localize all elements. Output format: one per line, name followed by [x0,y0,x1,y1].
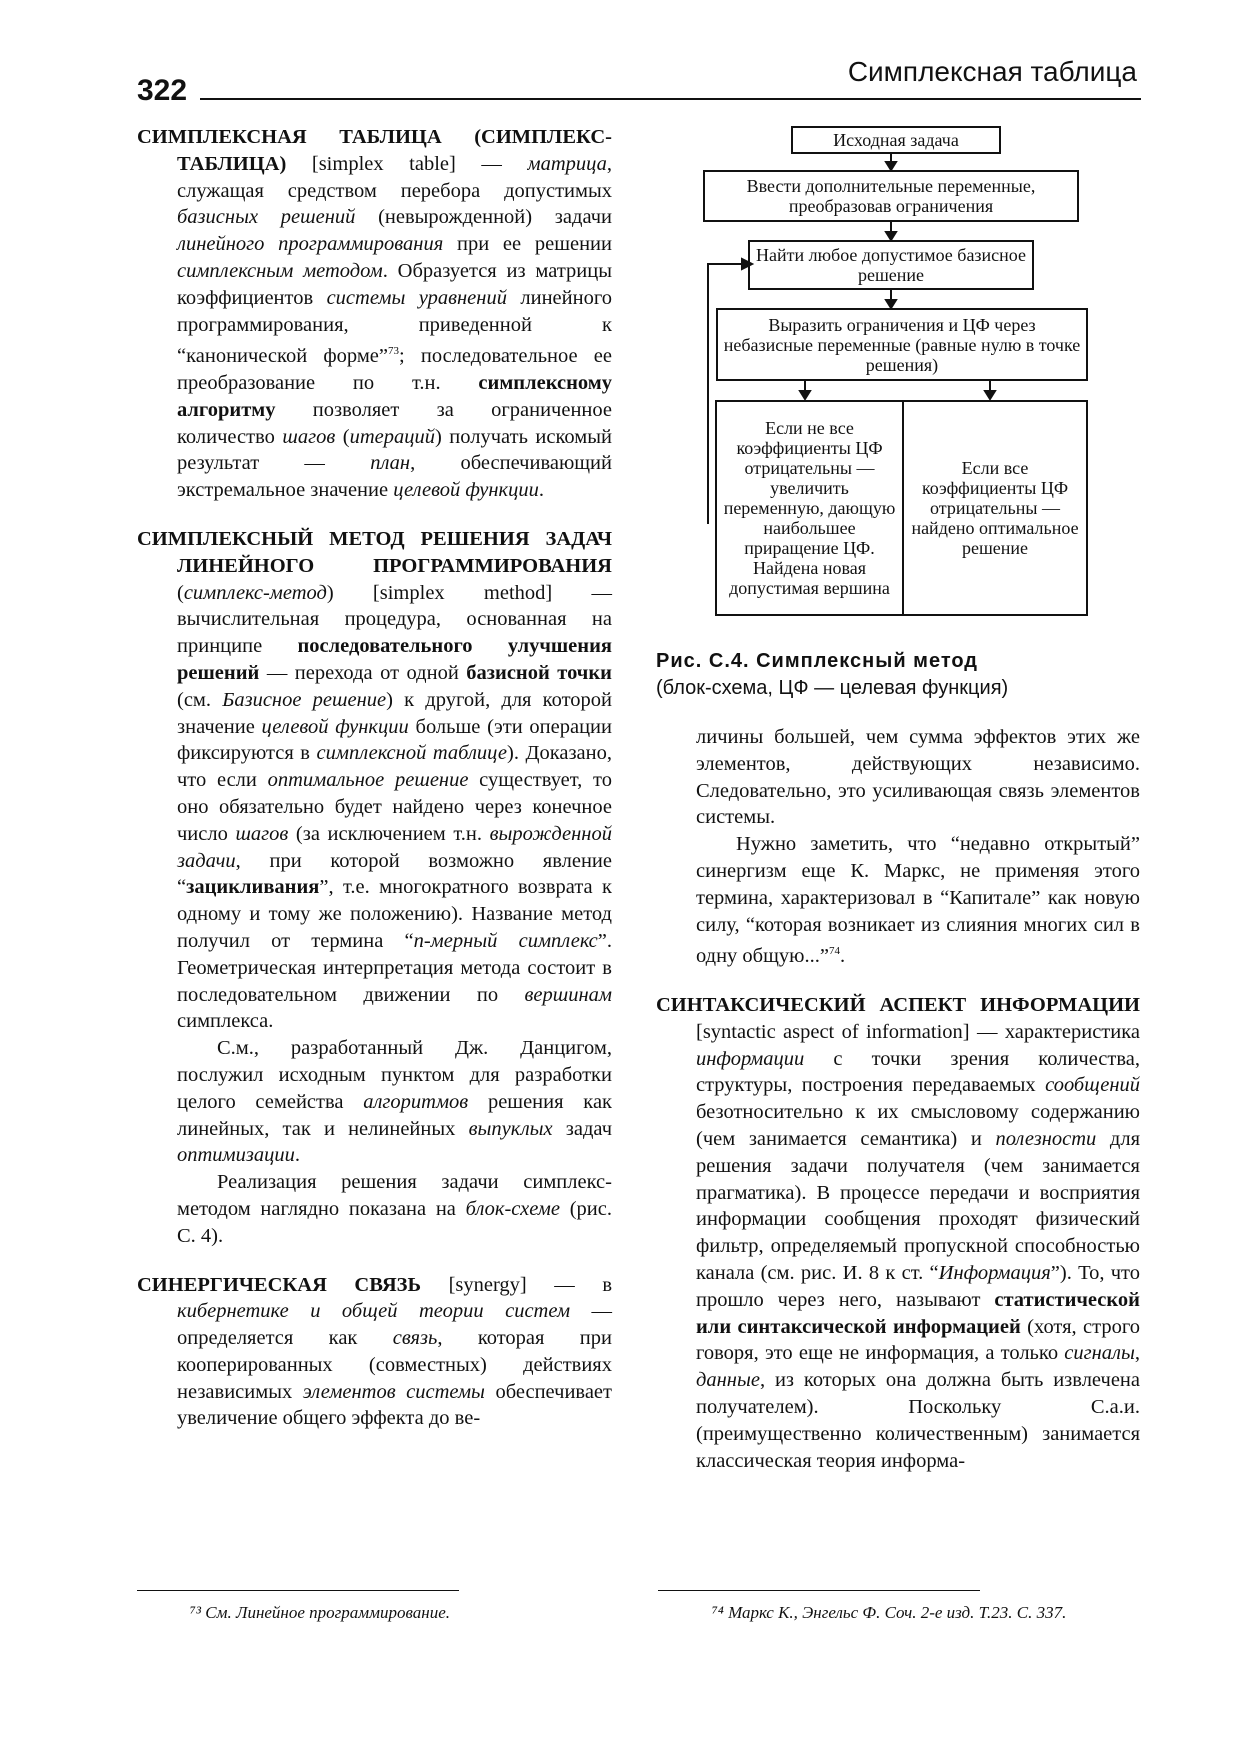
term-link: сообщений [1045,1074,1140,1097]
right-column [656,724,1140,1496]
text: С.м., разработанный Дж. Данцигом, послужил исходным пунктом для разработки целого семейства [177,1037,612,1113]
term-link: целевой функции [393,479,539,502]
term-link: базисных решений [177,206,356,229]
text: ( [335,425,350,448]
paragraph [696,724,1140,831]
running-head: Симплексная таблица [847,56,1137,87]
text: Реализация решения задачи симплекс-методом наглядно показана на [177,1171,612,1220]
footnote-73: ⁷³ См. Линейное программирование. [190,1603,450,1622]
text: — определяется как [177,1300,612,1350]
paragraph [696,831,1140,970]
term-link: шагов [235,822,289,845]
text: решения как линейных, так и нелинейных [177,1090,612,1140]
text: . Образуется из матрицы коэффициентов [177,259,612,309]
text: . [294,1144,301,1167]
figure-caption [656,648,1140,702]
text: ) [simplex method] — вычислительная процедура, основанная на принципе [177,581,612,658]
term-link: сигналы [1064,1342,1135,1365]
term-link: полезности [995,1127,1097,1150]
term-link: элементов системы [302,1380,485,1403]
text: ”, т.е. многократного возврата к одному и тому же положению). Название метод получил от термина “ [177,876,612,952]
term-link: вершинам [524,983,612,1006]
text: [synergy] — в [421,1273,612,1296]
term-link: симплексным методом [177,259,383,282]
text: линейного программирования, приведенной к “канонической форме” [177,286,612,368]
term-link: план [370,452,411,475]
term-link: целевой функции [261,715,409,738]
term-link: вырожденной задачи [177,822,612,872]
text: ) к другой, для которой значение [177,688,612,738]
text: Нужно заметить, что “недавно открытый” синергизм еще К. Маркс, не применяя этого термина, характеризовал в “Капитале” как новую силу, “которая возникает из слияния многих сил в одну общую...” [696,833,1140,968]
bold-term: зацикливания [186,876,320,899]
term-link: оптимизации [177,1144,295,1167]
paragraph [177,1035,612,1169]
flow-box-iterate: Если не все коэффициенты ЦФ отрицательны — увеличить переменную, дающую наибольшее приращение ЦФ. Найдена новая допустимая вершина [715,400,904,616]
term-link: итераций [349,425,435,448]
left-column [137,124,612,1454]
term-link: блок-схеме [465,1197,560,1220]
text: существует, то оно обязательно будет найдено через конечное число [177,769,612,845]
term-link: связь [392,1327,438,1350]
footnote-rule [137,1590,459,1591]
text: . [839,945,846,968]
entry-term: СИМПЛЕКСНЫЙ МЕТОД РЕШЕНИЯ ЗАДАЧ ЛИНЕЙНОГО ПРОГРАММИРОВАНИЯ [137,527,612,577]
bold-term: симплексному алгоритму [177,372,612,421]
text: , [1134,1342,1140,1365]
text: , которая при кооперированных (совместных) действиях независимых [177,1327,612,1403]
bold-term: статистической или синтаксической информацией [696,1288,1140,1338]
flowchart [700,124,1140,624]
entry-term: СИМПЛЕКСНАЯ ТАБЛИЦА (СИМПЛЕКС-ТАБЛИЦА) [137,126,612,175]
footnote-ref: 74 [828,945,840,958]
text: ; последовательное ее преобразование по т.н. [177,345,613,394]
text: симплекса. [177,1010,274,1033]
text: задач [552,1117,613,1140]
text: ”). То, что прошло через него, называют [696,1261,1140,1311]
entry-simplex-table [137,124,612,504]
term-link: шагов [282,425,336,448]
text: (см. [177,688,223,711]
text: ) получать искомый результат — [177,425,612,475]
text: , из которых она должна быть извлечена получателем). Поскольку С.а.и. (преимущественно количественным) занимается классическая теория информа- [696,1369,1140,1472]
flow-box-optimal: Если все коэффициенты ЦФ отрицательны — найдено оптимальное решение [902,400,1088,616]
text: [simplex table] — [286,152,528,175]
text: , при которой возможно явление “ [177,849,612,899]
term-link: алгоритмов [363,1090,469,1113]
term-link: симплексной таблице [316,742,507,765]
bold-term: базисной точки [466,661,612,684]
entry-simplex-method [137,526,612,1250]
text: с точки зрения количества, структуры, построения передаваемых [696,1047,1140,1097]
text: [syntactic aspect of information] — характеристика [696,1020,1140,1043]
text: ). Доказано, что если [177,742,612,792]
flow-box-start: Исходная задача [791,126,1001,154]
footnote-74: ⁷⁴ Маркс К., Энгельс Ф. Соч. 2-е изд. Т.23. С. 337. [712,1603,1067,1622]
footnote-ref: 73 [388,345,399,358]
term-link: Информация [938,1261,1051,1284]
term-link: информации [696,1047,805,1070]
term-link: данные [696,1369,760,1392]
term-link: оптимальное решение [267,769,469,792]
text: обеспечивает увеличение общего эффекта до ве- [177,1380,612,1430]
flow-box-express-constraints: Выразить ограничения и ЦФ через небазисные переменные (равные нулю в точке решения) [716,308,1088,381]
term-link: выпуклых [468,1117,553,1140]
text: (за исключением т.н. [288,822,490,845]
caption-title: Рис. С.4. Симплексный метод [656,650,978,672]
term-link: n-мерный симплекс [413,929,598,952]
text: больше (эти операции фиксируются в [177,715,612,765]
paragraph [177,1169,612,1249]
flow-box-add-variables: Ввести дополнительные переменные, преобразовав ограничения [703,170,1079,222]
text: личины большей, чем сумма эффектов этих же элементов, действующих независимо. Следовательно, это усиливающая связь элементов системы. [696,726,1140,829]
text: (рис. С. 4). [177,1197,612,1247]
text: при ее решении [443,233,612,256]
entry-term: СИНТАКСИЧЕСКИЙ АСПЕКТ ИНФОРМАЦИИ [656,994,1140,1016]
term-link: линейного программирования [177,233,444,256]
term-link: кибернетике и общей теории систем [177,1300,571,1323]
text: безотносительно к их смысловому содержанию (чем занимается семантика) и [696,1101,1140,1150]
text: , обеспечивающий экстремальное значение [177,452,612,502]
term-link: системы уравнений [326,286,507,309]
text: . [538,479,544,502]
page-number: 322 [137,74,188,107]
text: (невырожденной) задачи [355,206,612,229]
entry-synergetic-link [137,1272,612,1433]
text: ”. Геометрическая интерпретация метода состоит в последовательном движении по [177,929,612,1006]
term-link: Базисное решение [222,688,387,711]
text: позволяет за ограниченное количество [177,398,612,448]
footnote-rule [658,1590,980,1591]
text: — перехода от одной [259,661,467,684]
term-link: симплекс-метод [183,581,327,604]
text: , служащая средством перебора допустимых [177,152,612,202]
text: для решения задачи получателя (чем занимается прагматика). В процессе передачи и восприятия информации сообщения проходят физический фильтр, определяемый пропускной способностью канала (см. рис. И. 8 к ст. “ [696,1127,1140,1284]
entry-term: СИНЕРГИЧЕСКАЯ СВЯЗЬ [137,1273,422,1296]
term-link: матрица [527,152,607,175]
entry-continuation [656,724,1140,970]
entry-syntactic-aspect [656,992,1140,1474]
text: (хотя, строго говоря, это еще не информация, а только [696,1315,1140,1365]
bold-term: последовательного улучшения решений [177,635,612,684]
text: ( [177,581,184,604]
header-rule [200,98,1141,100]
caption-text: (блок-схема, ЦФ — целевая функция) [656,677,1009,699]
flow-box-basic-solution: Найти любое допустимое базисное решение [748,240,1034,290]
